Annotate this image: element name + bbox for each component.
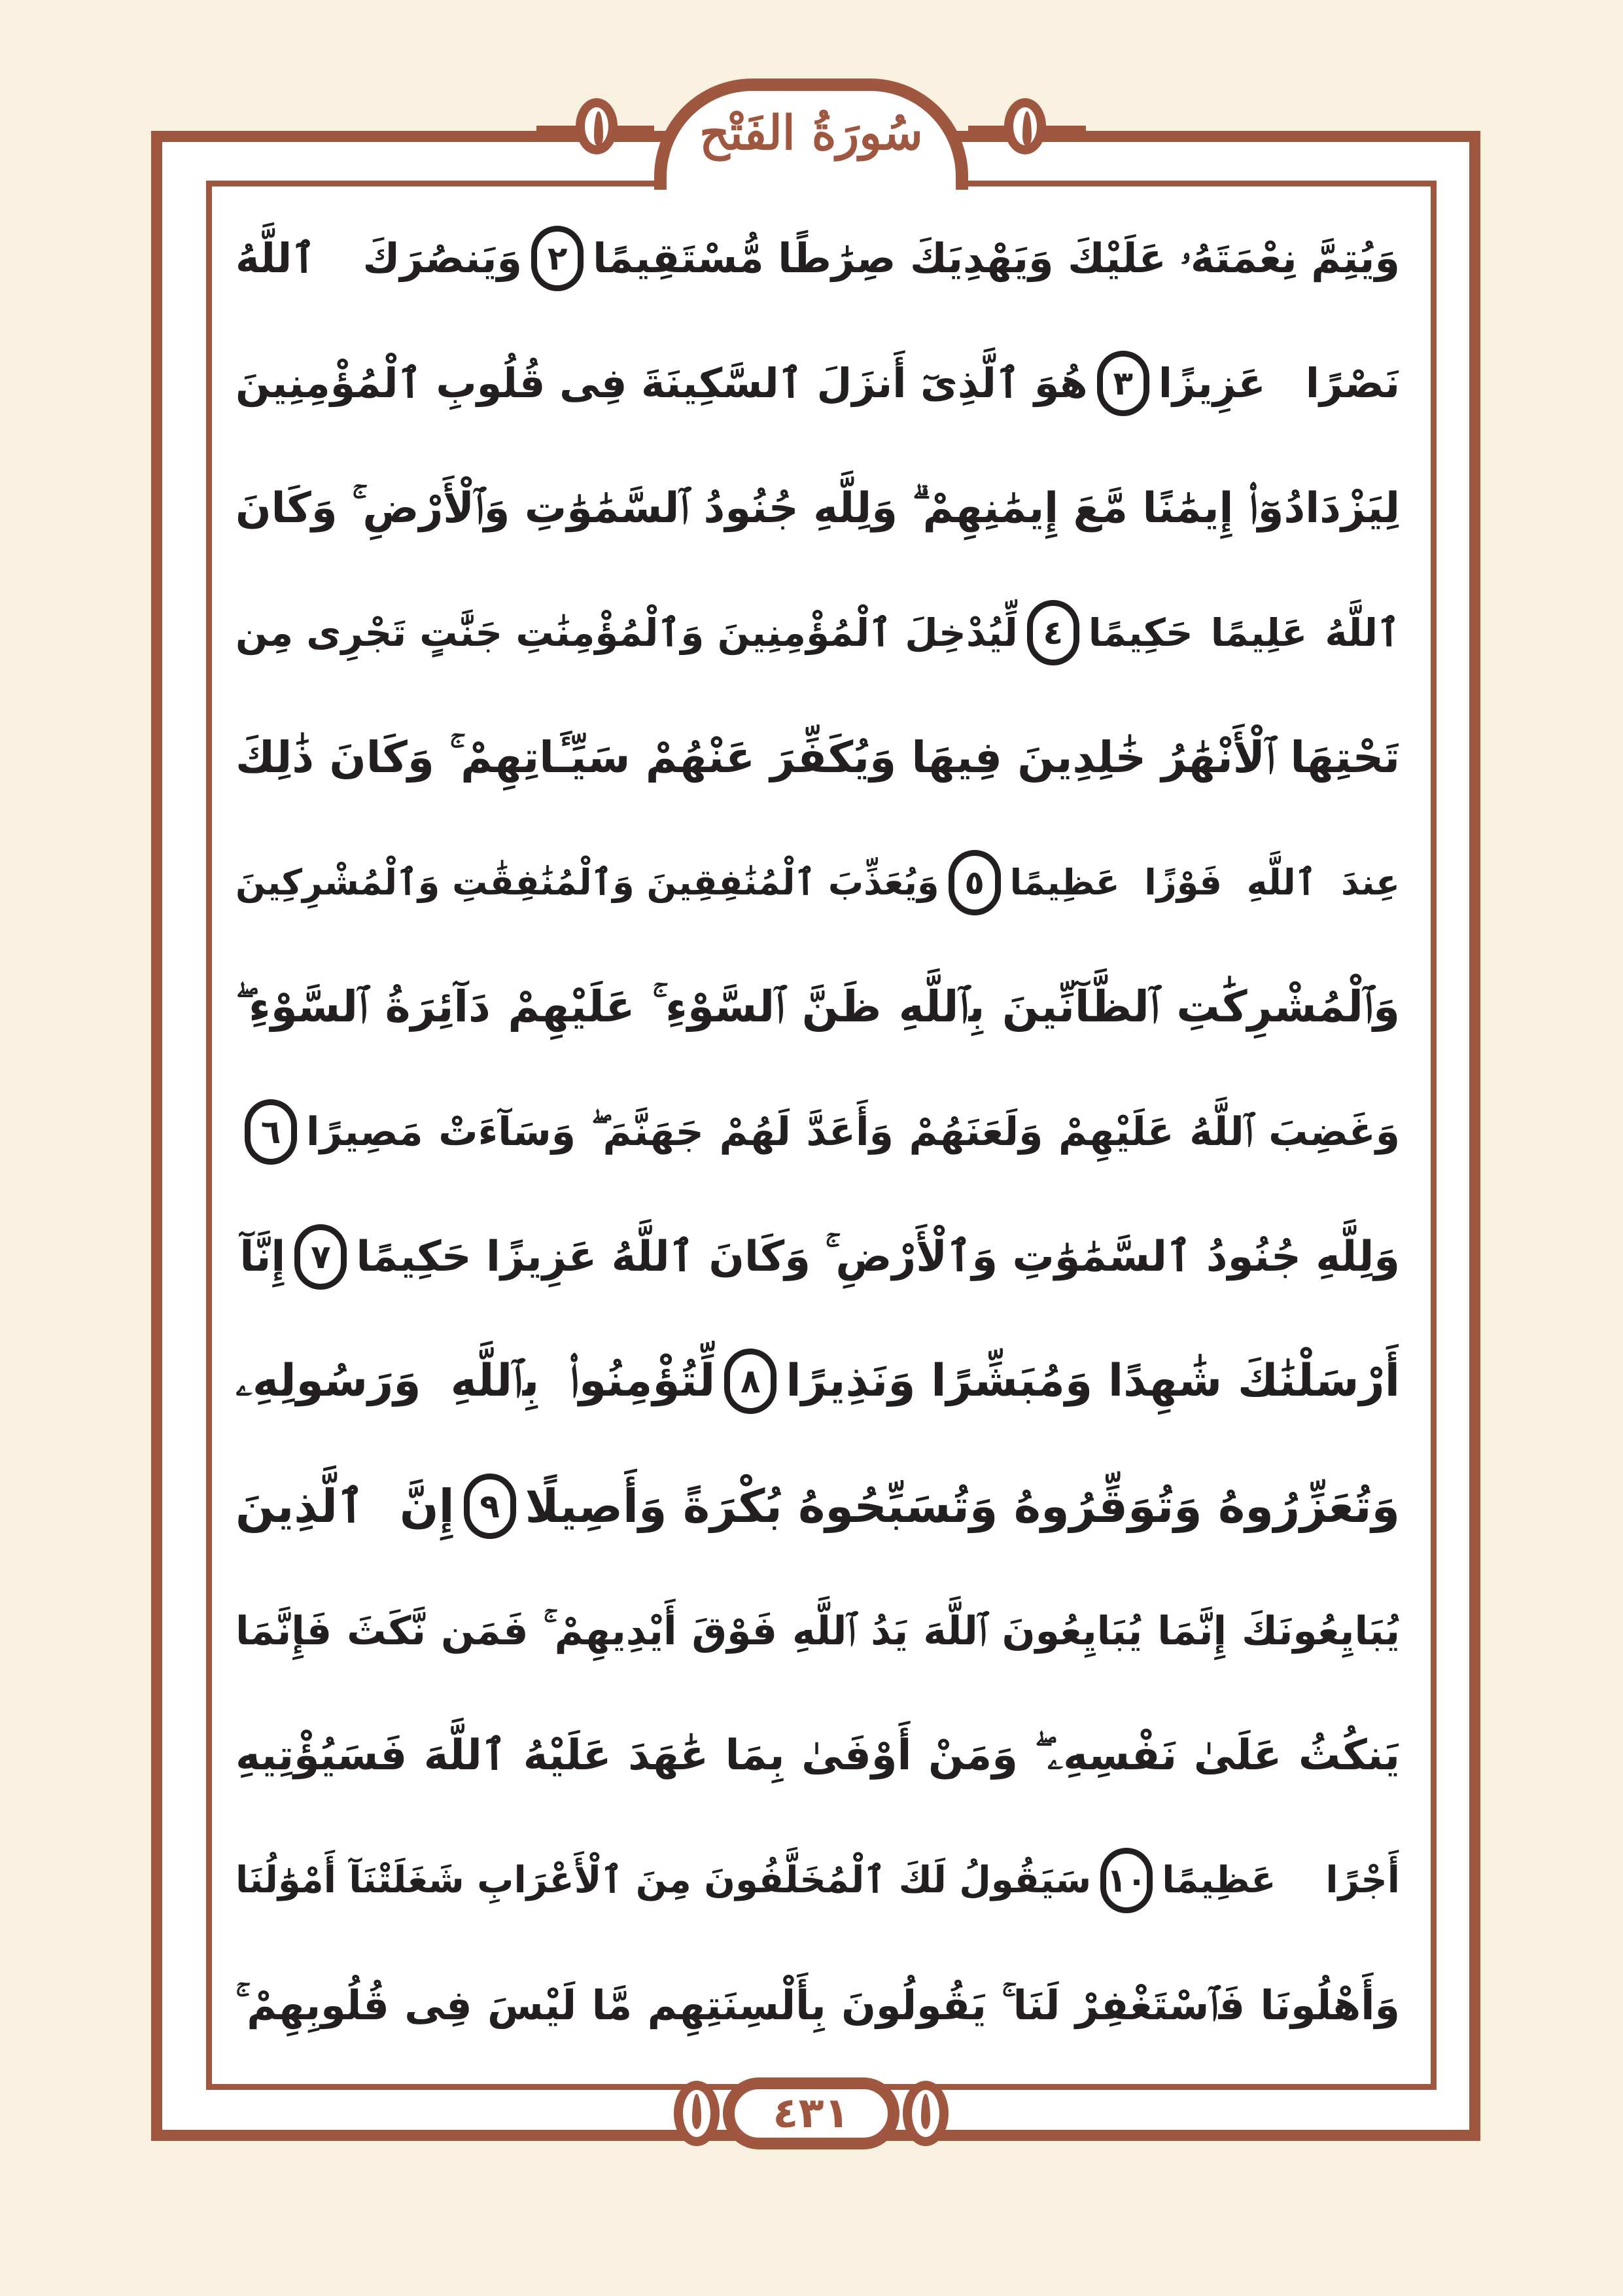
- line-text: وَٱلْمُشْرِكَٰتِ ٱلظَّآنِّينَ بِٱللَّهِ ظَنَّ ٱلسَّوْءِ ۚ عَلَيْهِمْ دَآئِرَةُ ٱلسَّوْءِ ۖ: [236, 981, 1400, 1033]
- text-line: [236, 1573, 1400, 1689]
- line-text: يُبَايِعُونَكَ إِنَّمَا يُبَايِعُونَ ٱللَّهَ يَدُ ٱللَّهِ فَوْقَ أَيْدِيهِمْ ۚ فَمَن نَّكَثَ فَإِنَّمَا: [236, 1608, 1400, 1654]
- surah-title: سُورَةُ الفَتْح: [699, 105, 923, 160]
- text-line: [236, 824, 1400, 941]
- line-text: أَجْرًا عَظِيمًا: [1162, 1858, 1400, 1901]
- text-line: [236, 574, 1400, 691]
- ayah-number-marker: ٢: [531, 226, 584, 291]
- line-text: ٱللَّهُ عَلِيمًا حَكِيمًا: [1088, 610, 1400, 656]
- ayah-number-marker: ٣: [1097, 351, 1149, 416]
- line-text: لِّيُدْخِلَ ٱلْمُؤْمِنِينَ وَٱلْمُؤْمِنَٰتِ جَنَّٰتٍ تَجْرِى مِن: [236, 610, 1018, 656]
- ayah-number-marker: ١٠: [1100, 1848, 1153, 1913]
- line-text: إِنَّآ: [239, 1232, 286, 1281]
- footer-ornament-left: [674, 2081, 720, 2146]
- page-number: ٤٣١: [773, 2089, 850, 2138]
- line-text: تَحْتِهَا ٱلْأَنْهَٰرُ خَٰلِدِينَ فِيهَا وَيُكَفِّرَ عَنْهُمْ سَيِّـَٔاتِهِمْ ۚ وَكَانَ ذَٰلِكَ: [236, 732, 1400, 783]
- page-footer: [661, 2077, 962, 2153]
- ayah-number-marker: ٤: [1027, 600, 1079, 665]
- ayah-number-marker: ٥: [949, 850, 1001, 915]
- footer-ornament-right: [903, 2081, 949, 2146]
- line-text: لِّتُؤْمِنُوا۟ بِٱللَّهِ وَرَسُولِهِۦ: [236, 1355, 716, 1407]
- line-text: وَغَضِبَ ٱللَّهُ عَلَيْهِمْ وَلَعَنَهُمْ وَأَعَدَّ لَهُمْ جَهَنَّمَ ۖ وَسَآءَتْ مَصِيرًا: [306, 1108, 1400, 1155]
- ayah-number-marker: ٩: [464, 1474, 516, 1539]
- line-text: وَتُعَزِّرُوهُ وَتُوَقِّرُوهُ وَتُسَبِّحُوهُ بُكْرَةً وَأَصِيلًا: [525, 1479, 1400, 1533]
- line-text: نَصْرًا عَزِيزًا: [1158, 359, 1400, 407]
- line-text: سَيَقُولُ لَكَ ٱلْمُخَلَّفُونَ مِنَ ٱلْأَعْرَابِ شَغَلَتْنَآ أَمْوَٰلُنَا: [236, 1858, 1092, 1901]
- line-text: وَيُتِمَّ نِعْمَتَهُۥ عَلَيْكَ وَيَهْدِيَكَ صِرَٰطًا مُّسْتَقِيمًا: [593, 234, 1400, 283]
- header-ornament-left: [576, 98, 618, 154]
- text-line: [236, 1074, 1400, 1190]
- text-line: [236, 325, 1400, 442]
- line-text: وَيُعَذِّبَ ٱلْمُنَٰفِقِينَ وَٱلْمُنَٰفِقَٰتِ وَٱلْمُشْرِكِينَ: [236, 861, 939, 903]
- line-text: أَرْسَلْنَٰكَ شَٰهِدًا وَمُبَشِّرًا وَنَذِيرًا: [786, 1355, 1400, 1407]
- header-ornament-right: [1004, 98, 1046, 154]
- line-text: إِنَّ ٱلَّذِينَ: [236, 1479, 455, 1533]
- text-line: [236, 1822, 1400, 1939]
- line-text: لِيَزْدَادُوٓا۟ إِيمَٰنًا مَّعَ إِيمَٰنِهِمْ ۗ وَلِلَّهِ جُنُودُ ٱلسَّمَٰوَٰتِ وَٱلْأَرْضِ ۚ وَكَانَ: [236, 484, 1400, 533]
- ayah-number-marker: ٦: [245, 1099, 297, 1165]
- page-number-cartouche: [723, 2077, 899, 2149]
- line-text: وَيَنصُرَكَ ٱللَّهُ: [236, 234, 523, 283]
- line-text: هُوَ ٱلَّذِىٓ أَنزَلَ ٱلسَّكِينَةَ فِى قُلُوبِ ٱلْمُؤْمِنِينَ: [236, 359, 1088, 407]
- text-line: [236, 1947, 1400, 2064]
- line-text: وَلِلَّهِ جُنُودُ ٱلسَّمَٰوَٰتِ وَٱلْأَرْضِ ۚ وَكَانَ ٱللَّهُ عَزِيزًا حَكِيمًا: [356, 1232, 1400, 1281]
- text-line: [236, 1448, 1400, 1564]
- line-text: عِندَ ٱللَّهِ فَوْزًا عَظِيمًا: [1009, 861, 1400, 903]
- text-line: [236, 450, 1400, 567]
- surah-header: [628, 79, 994, 191]
- text-line: [236, 949, 1400, 1065]
- text-line: [236, 200, 1400, 317]
- text-line: [236, 1323, 1400, 1439]
- line-text: وَأَهْلُونَا فَٱسْتَغْفِرْ لَنَا ۚ يَقُولُونَ بِأَلْسِنَتِهِم مَّا لَيْسَ فِى قُلُوبِهِمْ ۚ: [236, 1981, 1400, 2029]
- ayah-number-marker: ٧: [294, 1224, 347, 1290]
- line-text: يَنكُثُ عَلَىٰ نَفْسِهِۦ ۖ وَمَنْ أَوْفَىٰ بِمَا عَٰهَدَ عَلَيْهُ ٱللَّهَ فَسَيُؤْتِيهِ: [236, 1731, 1400, 1780]
- text-line: [236, 1697, 1400, 1814]
- ayah-number-marker: ٨: [724, 1349, 777, 1414]
- text-line: [236, 699, 1400, 816]
- text-line: [236, 1199, 1400, 1315]
- quran-text: [236, 196, 1400, 2068]
